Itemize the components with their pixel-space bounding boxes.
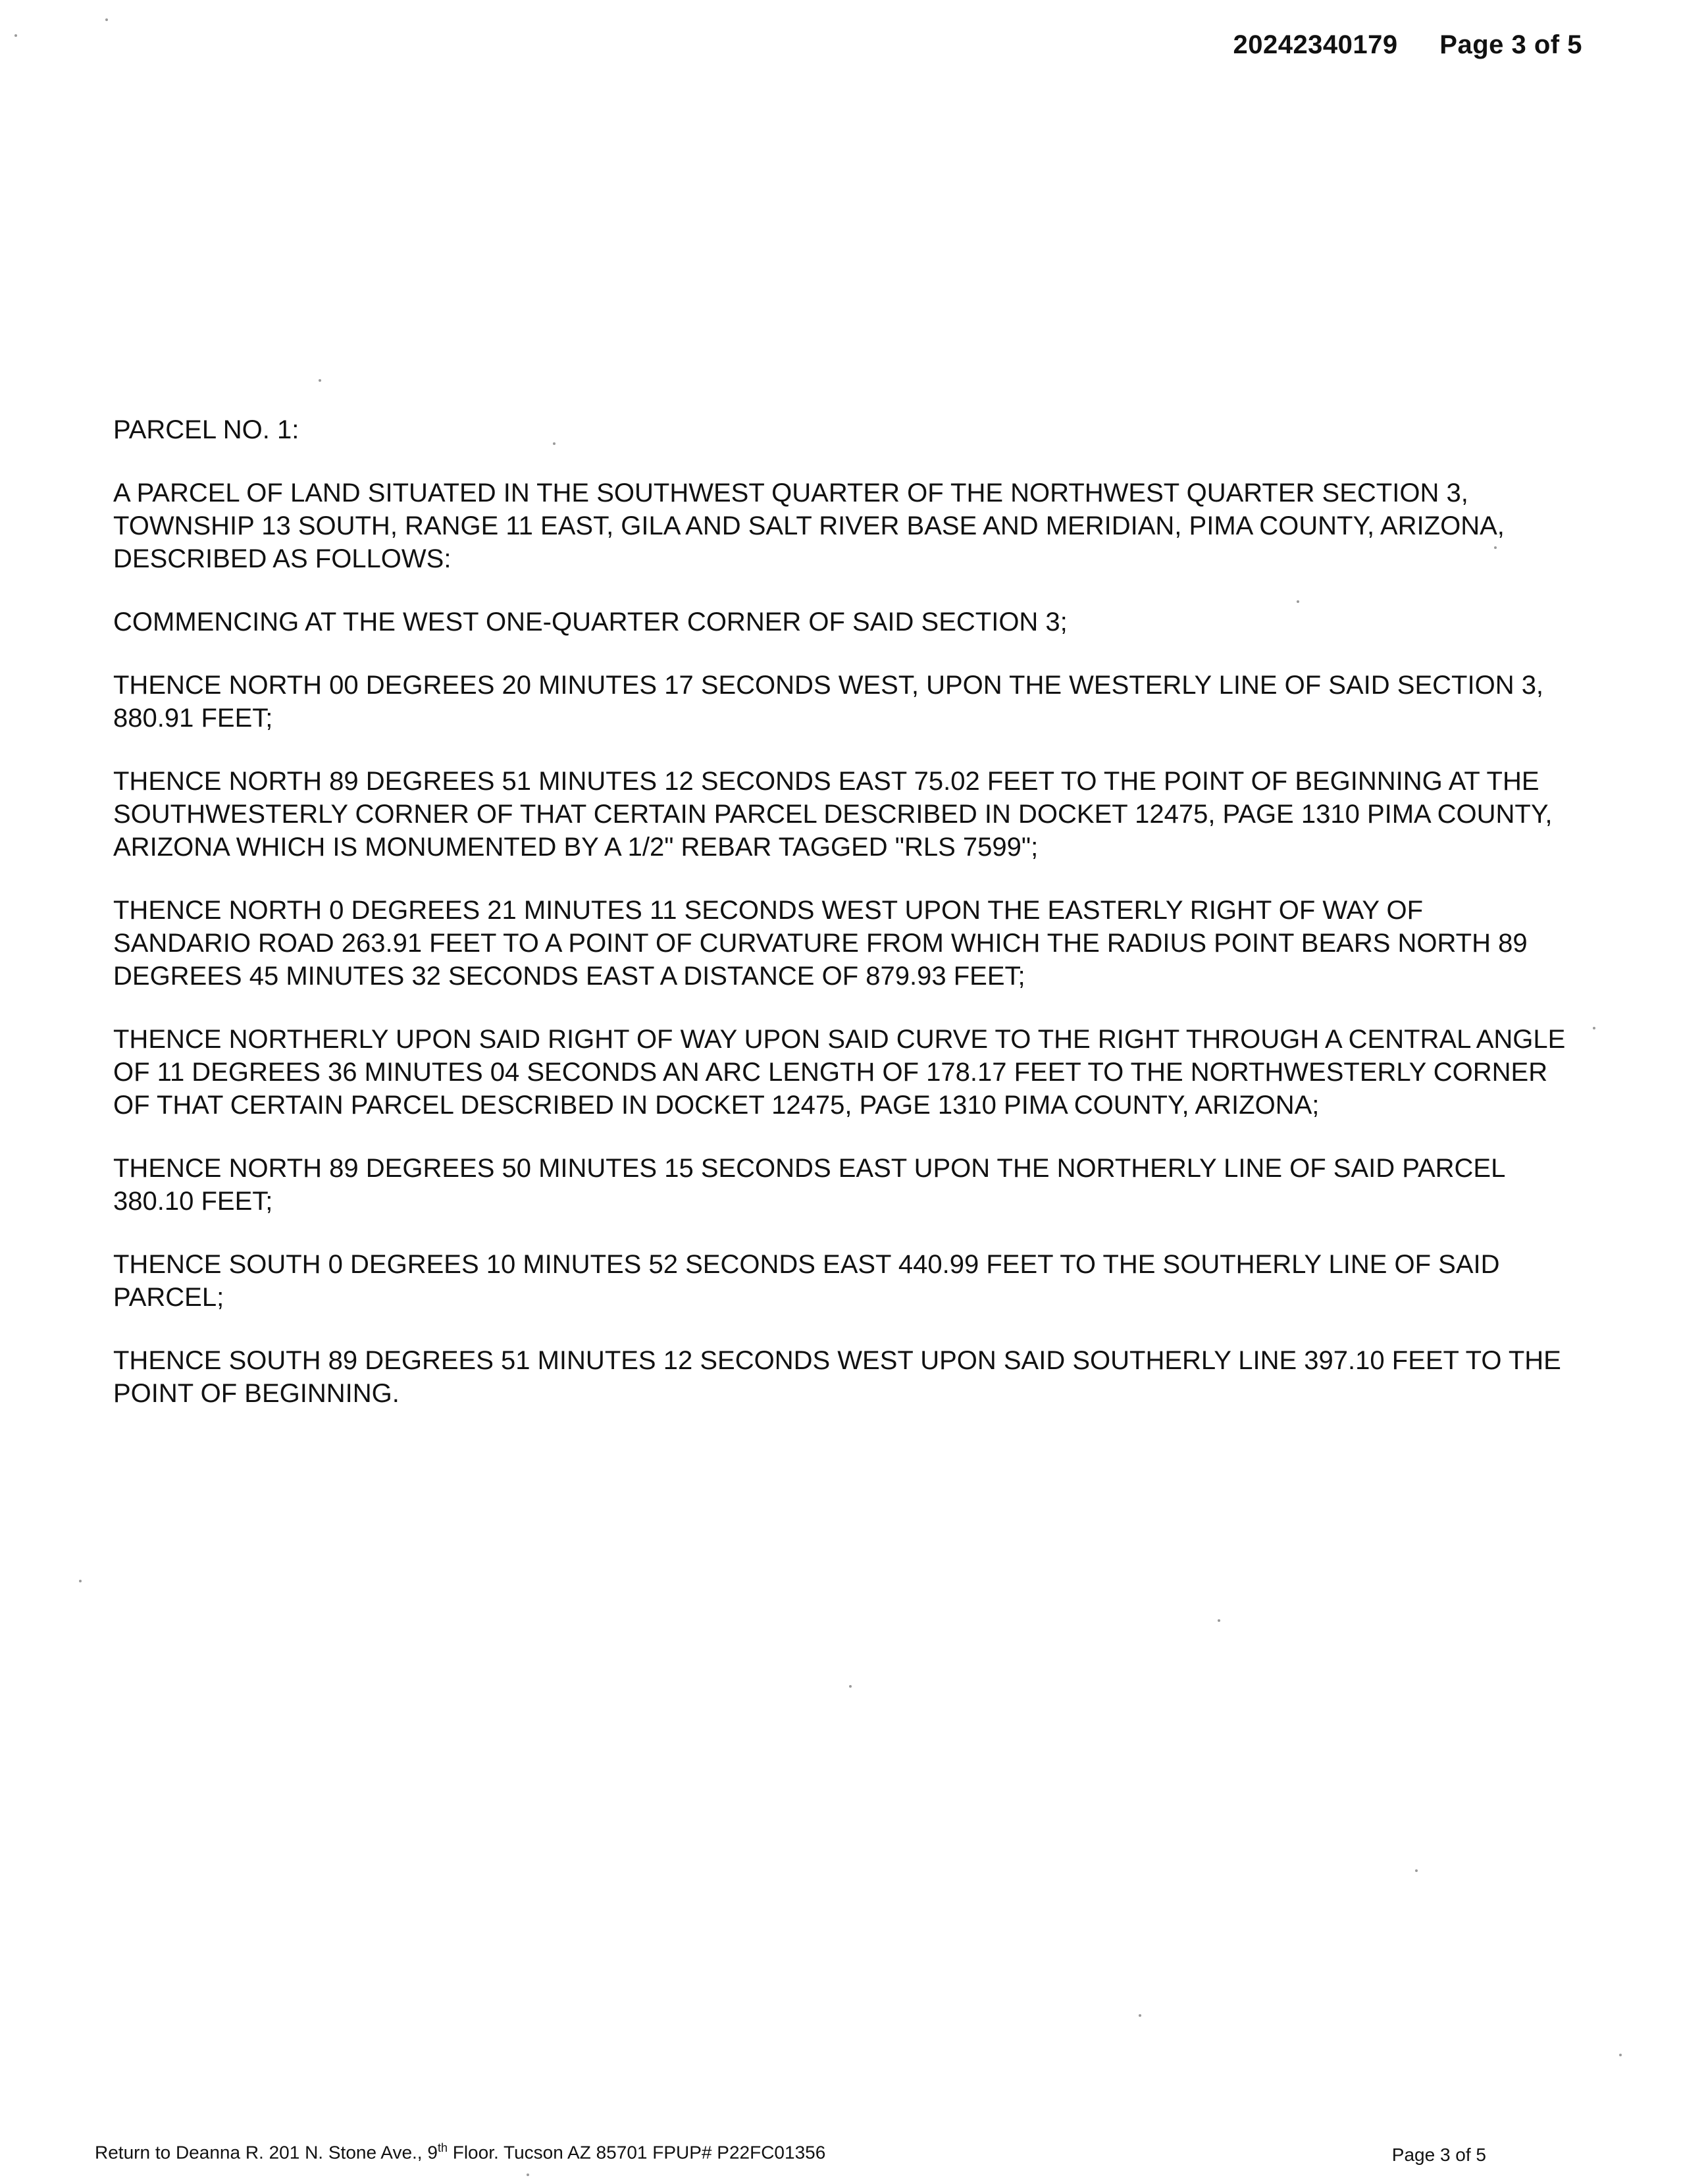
paragraph-2: COMMENCING AT THE WEST ONE-QUARTER CORNER OF SAID SECTION 3;: [113, 608, 1068, 637]
paragraph-5: THENCE NORTH 0 DEGREES 21 MINUTES 11 SECONDS WEST UPON THE EASTERLY RIGHT OF WAY OF SANDARIO ROAD 263.91 FEET TO A POINT OF CURVATURE FROM WHICH THE RADIUS POINT BEARS NORTH 89 DEGREES 45 MINUTES 32 SECONDS EAST A DISTANCE OF 879.93 FEET;: [113, 896, 1528, 991]
scan-speck: [1619, 2054, 1622, 2056]
scan-speck: [527, 2173, 529, 2176]
legal-description: [113, 413, 1568, 1440]
footer-return-suffix: Floor. Tucson AZ 85701 FPUP# P22FC01356: [447, 2142, 826, 2163]
paragraph-9: THENCE SOUTH 89 DEGREES 51 MINUTES 12 SECONDS WEST UPON SAID SOUTHERLY LINE 397.10 FEET TO THE POINT OF BEGINNING.: [113, 1346, 1561, 1408]
paragraph-1: A PARCEL OF LAND SITUATED IN THE SOUTHWEST QUARTER OF THE NORTHWEST QUARTER SECTION 3, TOWNSHIP 13 SOUTH, RANGE 11 EAST, GILA AND SALT RIVER BASE AND MERIDIAN, PIMA COUNTY, ARIZONA, DESCRIBED AS FOLLOWS:: [113, 479, 1505, 573]
scan-speck: [319, 379, 321, 382]
scan-speck: [105, 18, 108, 21]
recording-number: 20242340179: [1233, 30, 1398, 59]
scan-speck: [1297, 600, 1299, 603]
scan-speck: [79, 1580, 82, 1582]
scan-speck: [553, 442, 556, 445]
paragraph-3: THENCE NORTH 00 DEGREES 20 MINUTES 17 SECONDS WEST, UPON THE WESTERLY LINE OF SAID SECTION 3, 880.91 FEET;: [113, 671, 1544, 733]
parcel-heading: PARCEL NO. 1:: [113, 415, 299, 444]
paragraph-7: THENCE NORTH 89 DEGREES 50 MINUTES 15 SECONDS EAST UPON THE NORTHERLY LINE OF SAID PARCEL 380.10 FEET;: [113, 1154, 1505, 1216]
paragraph-6: THENCE NORTHERLY UPON SAID RIGHT OF WAY UPON SAID CURVE TO THE RIGHT THROUGH A CENTRAL ANGLE OF 11 DEGREES 36 MINUTES 04 SECONDS AN ARC LENGTH OF 178.17 FEET TO THE NORTHWESTERLY CORNER OF THAT CERTAIN PARCEL DESCRIBED IN DOCKET 12475, PAGE 1310 PIMA COUNTY, ARIZONA;: [113, 1025, 1566, 1120]
scan-speck: [1415, 1869, 1418, 1872]
footer-return-address: [95, 2141, 825, 2163]
scan-speck: [1494, 546, 1497, 549]
scan-speck: [1593, 1027, 1595, 1029]
paragraph-4: THENCE NORTH 89 DEGREES 51 MINUTES 12 SECONDS EAST 75.02 FEET TO THE POINT OF BEGINNING AT THE SOUTHWESTERLY CORNER OF THAT CERTAIN PARCEL DESCRIBED IN DOCKET 12475, PAGE 1310 PIMA COUNTY, ARIZONA WHICH IS MONUMENTED BY A 1/2" REBAR TAGGED "RLS 7599";: [113, 767, 1553, 862]
scan-speck: [1139, 2014, 1141, 2017]
paragraph-8: THENCE SOUTH 0 DEGREES 10 MINUTES 52 SECONDS EAST 440.99 FEET TO THE SOUTHERLY LINE OF SAID PARCEL;: [113, 1250, 1500, 1312]
page-header: [1233, 30, 1582, 60]
footer-return-sup: th: [437, 2141, 448, 2154]
scan-speck: [14, 34, 17, 37]
header-page-number: Page 3 of 5: [1439, 30, 1582, 59]
footer-return-prefix: Return to Deanna R. 201 N. Stone Ave., 9: [95, 2142, 438, 2163]
scan-speck: [1218, 1619, 1220, 1622]
scan-speck: [849, 1685, 852, 1688]
footer-page-number: Page 3 of 5: [1391, 2145, 1486, 2165]
